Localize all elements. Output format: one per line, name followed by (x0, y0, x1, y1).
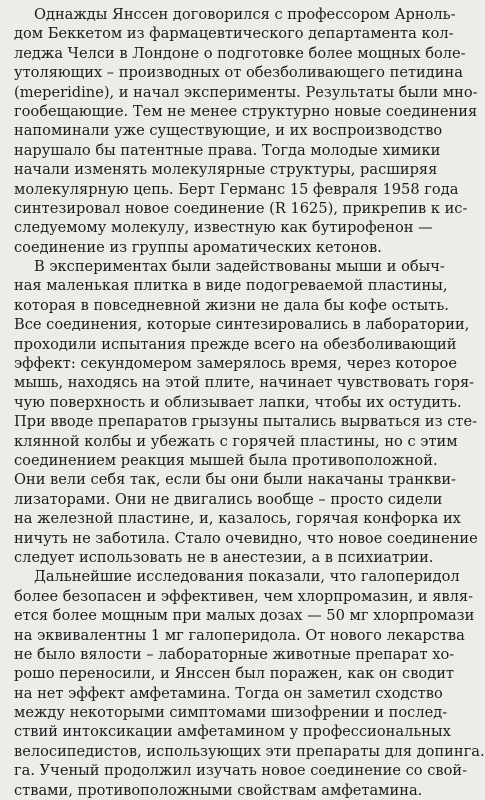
text-line: на эквивалентны 1 мг галоперидола. От нового лекарства (14, 626, 465, 644)
text-line: молекулярную цепь. Берт Германс 15 февраля 1958 года (14, 180, 459, 198)
text-line: эффект: секундомером замерялось время, через которое (14, 355, 457, 373)
text-line: клянной колбы и убежать с горячей пластины, но с этим (14, 432, 458, 450)
text-line: не было вялости – лабораторные животные препарат хо- (14, 645, 455, 663)
text-line: Они вели себя так, если бы они были накачаны транкви- (14, 471, 456, 489)
text-line: которая в повседневной жизни не дала бы кофе остыть. (14, 296, 449, 314)
text-line: Все соединения, которые синтезировались в лаборатории, (14, 316, 470, 334)
text-line: велосипедистов, использующих эти препараты для допинга. (14, 742, 485, 760)
text-line: на нет эффект амфетамина. Тогда он заметил сходство (14, 684, 443, 702)
text-line: ствий интоксикации амфетамином у профессиональных (14, 723, 451, 741)
text-line: (meperidine), и начал эксперименты. Результаты были мно- (14, 83, 478, 101)
text-line: соединение из группы ароматических кетонов. (14, 238, 382, 256)
text-line: соединением реакция мышей была противоположной. (14, 451, 438, 469)
text-line: гообещающие. Тем не менее структурно новые соединения (14, 102, 478, 120)
text-line: лизаторами. Они не двигались вообще – просто сидели (14, 490, 443, 508)
text-line: ничуть не заботила. Стало очевидно, что новое соединение (14, 529, 478, 547)
text-line: Однажды Янссен договорился с профессором Арноль- (34, 6, 456, 23)
text-line: между некоторыми симптомами шизофрении и послед- (14, 704, 448, 722)
text-line: га. Ученый продолжил изучать новое соединение со свой- (14, 762, 468, 780)
text-line: синтезировал новое соединение (R 1625), прикрепив к ис- (14, 199, 468, 217)
text-line: ная маленькая плитка в виде подогреваемой пластины, (14, 277, 448, 295)
text-line: При вводе препаратов грызуны пытались вырваться из сте- (14, 413, 478, 431)
text-line: ствами, противоположными свойствам амфетамина. (14, 781, 423, 799)
text-line: рошо переносили, и Янссен был поражен, как он сводит (14, 665, 455, 683)
text-line: следуемому молекулу, известную как бутирофенон — (14, 219, 433, 237)
text-line: начали изменять молекулярные структуры, расширяя (14, 161, 438, 179)
text-line: следует использовать не в анестезии, а в психиатрии. (14, 548, 434, 566)
text-line: утоляющих – производных от обезболивающего петидина (14, 64, 463, 82)
paragraph-2 (14, 257, 478, 567)
text-line: дом Беккетом из фармацевтического департамента кол- (14, 25, 454, 43)
text-line: мышь, находясь на этой плите, начинает чувствовать горя- (14, 374, 475, 392)
text-line: ется более мощным при малых дозах — 50 мг хлорпромази (14, 607, 475, 625)
text-line: В экспериментах были задействованы мыши и обыч- (34, 258, 445, 276)
text-line: чую поверхность и облизывает лапки, чтобы их остудить. (14, 393, 462, 411)
text-line: леджа Челси в Лондоне о подготовке более мощных боле- (14, 44, 466, 62)
text-line: на железной пластине, и, казалось, горячая конфорка их (14, 510, 461, 528)
text-line: более безопасен и эффективен, чем хлорпромазин, и явля- (14, 587, 474, 605)
text-line: нарушало бы патентные права. Тогда молодые химики (14, 141, 441, 159)
text-line: напоминали уже существующие, и их воспроизводство (14, 122, 443, 140)
paragraph-3 (14, 567, 485, 800)
text-line: проходили испытания прежде всего на обезболивающий (14, 335, 457, 353)
text-line: Дальнейшие исследования показали, что галоперидол (34, 568, 460, 586)
paragraph-1 (14, 5, 478, 257)
